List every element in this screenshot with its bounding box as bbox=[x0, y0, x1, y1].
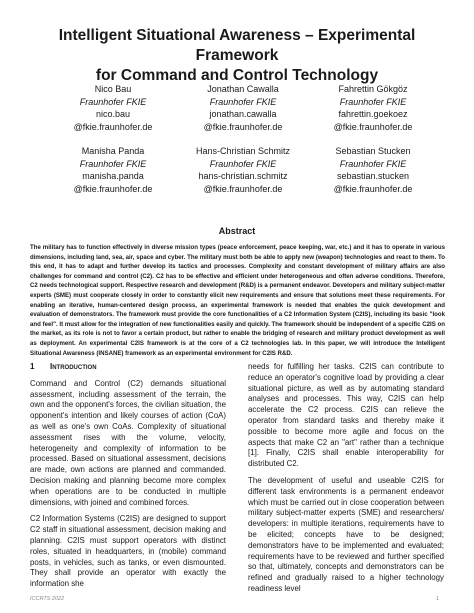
author-email-user: jonathan.cawalla bbox=[209, 109, 277, 119]
author-affiliation: Fraunhofer FKIE bbox=[209, 96, 277, 107]
author-affiliation: Fraunhofer FKIE bbox=[339, 158, 407, 169]
author-affiliation: Fraunhofer FKIE bbox=[79, 96, 147, 107]
author-affiliation: Fraunhofer FKIE bbox=[339, 96, 407, 107]
author-email-user: manisha.panda bbox=[82, 171, 144, 181]
author-email-user: sebastian.stucken bbox=[336, 171, 410, 181]
author-email-user: nico.bau bbox=[95, 109, 131, 119]
title-line-2: for Command and Control Technology bbox=[95, 67, 379, 84]
author-card bbox=[48, 145, 178, 195]
author-name: Nico Bau bbox=[94, 84, 132, 94]
body-paragraph: Command and Control (C2) demands situational assessment, including assessment of the terrain, the own and the opponent's forces, the civilian situation, the opponent's intention and likely courses of action (CoA) as well as one's own CoAs. Complexity of situational assessment rises with the volume, velocity, heterogeneity and complexity of information to be processed. Based on situational assessment, decisions are made, own actions are planned and commanded. Decision making and planning become more complex when operations are to be conducted in multiple dimensions, with joined and combined forces. bbox=[30, 378, 226, 507]
author-card bbox=[48, 83, 178, 133]
footer-conference: ICCRTS 2022 bbox=[30, 596, 65, 602]
title-line-1: Intelligent Situational Awareness – Experimental Framework bbox=[58, 27, 416, 64]
author-card bbox=[178, 83, 308, 133]
body-paragraph: The development of useful and useable C2IS for different task environments is a permanent endeavor which must be carried out in close cooperation between military subject-matter experts (SME) and researchers/ developers: in multiple iterations, requirements have to be elicited; concepts have to be designed; demonstrators have to be implemented and evaluated; requirements have to be reviewed and further specified so that, ultimately, concepts and demonstrators can be refined and gradually raised to a higher technology readiness level bbox=[248, 475, 444, 593]
author-email-domain: @fkie.fraunhofer.de bbox=[203, 183, 283, 194]
section-heading bbox=[30, 362, 226, 373]
abstract-text: The military has to function effectively in diverse mission types (peace enforcement, peace keeping, war, etc.) and it has to operate in various dimensions, including land, sea, air, space and cyber. The military must both be able to apply new (weapon) technologies and react to them. To this end, it has to adapt and further develop its tactics and processes. Complexity and constant development of military affairs are also challenges for command and control (C2). C2 has to be effective and efficient under heterogeneous and often adverse conditions. Therefore, C2 needs technological support. Respective research and development (R&D) is a permanent endeavor. Developers and military subject-matter experts (SME) must cooperate closely in order to constantly elicit new requirements and ensure that solutions meet these requirements. For enabling an iterative, human-centered design process, an experimental framework is needed that enables the quick development and evaluation of demonstrators. The framework must provide the core functionalities of a C2 Information System (C2IS), including its basic "look and feel". It must allow for the integration of new functionalities easily and quickly. The framework should be independent of a specific C2IS on the market, as its role is not to favor a certain product, but rather to enable the bridging of research and military product development as well as deployment. An experimental C2IS framework is at the core of a C2 technologies lab. In this paper, we will introduce the Intelligent Situational Awareness (INSANE) framework as an experimental environment for C2IS R&D. bbox=[30, 244, 445, 357]
section-title: Introduction bbox=[50, 362, 97, 371]
author-affiliation: Fraunhofer FKIE bbox=[79, 158, 147, 169]
author-email-domain: @fkie.fraunhofer.de bbox=[73, 121, 153, 132]
author-name: Hans-Christian Schmitz bbox=[195, 146, 291, 156]
author-email-domain: @fkie.fraunhofer.de bbox=[333, 121, 413, 132]
author-card bbox=[178, 145, 308, 195]
left-column bbox=[30, 362, 226, 596]
author-card bbox=[308, 145, 438, 195]
section-number: 1 bbox=[30, 362, 35, 371]
author-email-domain: @fkie.fraunhofer.de bbox=[203, 121, 283, 132]
author-name: Sebastian Stucken bbox=[335, 146, 411, 156]
paper-title bbox=[20, 26, 454, 86]
author-name: Fahrettin Gökgöz bbox=[338, 84, 408, 94]
author-email-domain: @fkie.fraunhofer.de bbox=[333, 183, 413, 194]
author-email-domain: @fkie.fraunhofer.de bbox=[73, 183, 153, 194]
page-number: 1 bbox=[436, 596, 440, 602]
body-paragraph: needs for fulfilling her tasks. C2IS can contribute to reduce an operator's cognitive load by providing a clear situational picture, as well as by automating standard analyses and processes. This way, C2IS can help accelerate the C2 process. C2IS can relieve the operator from standard tasks and thereby make it possible to become more agile and focus on the aspects that make C2 an "art" rather than a technique [1]. Finally, C2IS shall enable interoperability for distributed C2. bbox=[248, 362, 444, 469]
author-card bbox=[308, 83, 438, 133]
right-column bbox=[248, 362, 444, 601]
author-name: Manisha Panda bbox=[81, 146, 145, 156]
body-paragraph: C2 Information Systems (C2IS) are designed to support C2 staff in situational assessment, decision making and planning. C2IS must support operators with distinct roles, situated in headquarters, in (mobile) command posts, in vehicles, such as tanks, or even dismounted. They shall provide an operator with exactly the information she bbox=[30, 514, 226, 589]
author-name: Jonathan Cawalla bbox=[207, 84, 279, 94]
author-email-user: fahrettin.goekoez bbox=[338, 109, 408, 119]
author-affiliation: Fraunhofer FKIE bbox=[209, 158, 277, 169]
author-email-user: hans-christian.schmitz bbox=[198, 171, 288, 181]
abstract-heading: Abstract bbox=[218, 226, 256, 236]
